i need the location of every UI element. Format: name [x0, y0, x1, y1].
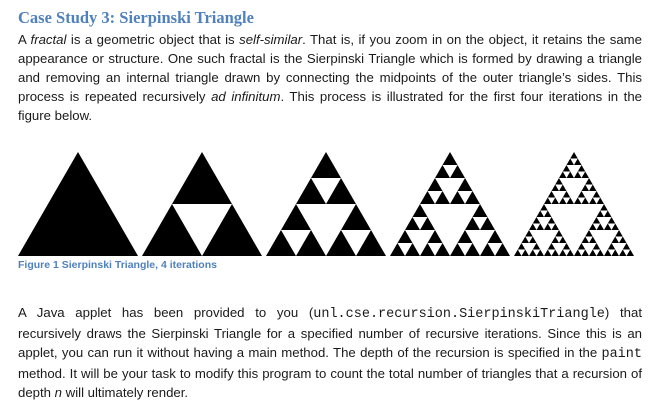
filled-triangle [428, 230, 443, 243]
filled-triangle [593, 243, 601, 250]
filled-triangle [529, 250, 537, 257]
code-class-name: unl.cse.recursion.SierpinskiTriangle [313, 307, 605, 322]
section-heading: Case Study 3: Sierpinski Triangle [18, 8, 254, 27]
filled-triangle [552, 198, 560, 205]
text-run: A Java applet has been provided to you ( [18, 305, 314, 320]
text-run: . This process is illustrated for the first four iterations in the figure below. [18, 89, 643, 123]
filled-triangle [600, 204, 608, 211]
filled-triangle [420, 217, 435, 230]
filled-triangle [597, 198, 605, 205]
sierpinski-iteration-3 [390, 152, 510, 256]
filled-triangle [518, 243, 526, 250]
filled-triangle [574, 250, 582, 257]
filled-triangle [341, 204, 371, 230]
filled-triangle [623, 243, 631, 250]
filled-triangle [458, 178, 473, 191]
filled-triangle [420, 191, 435, 204]
filled-triangle [589, 224, 597, 231]
intro-paragraph [18, 30, 642, 125]
filled-triangle [582, 237, 590, 244]
filled-triangle [488, 230, 503, 243]
filled-triangle [582, 172, 590, 179]
filled-triangle [465, 191, 480, 204]
filled-triangle [578, 191, 586, 198]
sierpinski-iteration-0 [18, 152, 138, 256]
filled-triangle [559, 172, 567, 179]
emphasis-self-similar: self-similar [239, 32, 303, 47]
filled-triangle [465, 243, 480, 256]
filled-triangle [608, 243, 616, 250]
filled-triangle [326, 230, 356, 256]
filled-triangle [589, 185, 597, 192]
text-run: ) that recursively draws the Sierpinski Triangle for a specified number of recursive iterations. Since this is an applet, you can run it without having a main method. The depth of the recursion is specified in the [18, 305, 642, 360]
document-page [18, 8, 642, 125]
applet-paragraph-wrap [18, 303, 642, 402]
filled-triangle [552, 185, 560, 192]
filled-triangle [405, 243, 420, 256]
filled-triangle [522, 250, 530, 257]
text-run: will ultimately render. [62, 385, 189, 400]
filled-triangle [142, 204, 202, 256]
filled-triangle [627, 250, 635, 257]
filled-triangle [589, 237, 597, 244]
filled-triangle [552, 224, 560, 231]
filled-triangle [619, 237, 627, 244]
filled-triangle [311, 152, 341, 178]
filled-triangle [578, 165, 586, 172]
filled-triangle [582, 185, 590, 192]
filled-triangle [522, 237, 530, 244]
filled-triangle [574, 172, 582, 179]
filled-triangle [544, 224, 552, 231]
filled-triangle [548, 217, 556, 224]
filled-triangle [525, 230, 533, 237]
filled-triangle [413, 204, 428, 217]
filled-triangle [540, 204, 548, 211]
emphasis-fractal: fractal [30, 32, 67, 47]
filled-triangle [589, 250, 597, 257]
filled-triangle [544, 211, 552, 218]
filled-triangle [296, 230, 326, 256]
filled-triangle [574, 198, 582, 205]
filled-triangle [559, 237, 567, 244]
filled-triangle [615, 230, 623, 237]
text-run: A [18, 32, 31, 47]
filled-triangle [172, 152, 232, 204]
filled-triangle [450, 191, 465, 204]
filled-triangle [585, 230, 593, 237]
filled-triangle [563, 243, 571, 250]
sierpinski-iteration-4 [514, 152, 634, 256]
filled-triangle [428, 178, 443, 191]
filled-triangle [567, 172, 575, 179]
text-run: method. It will be your task to modify this program to count the total number of triangles that a recursion of depth [18, 366, 642, 400]
filled-triangle [398, 230, 413, 243]
sierpinski-iteration-2 [266, 152, 386, 256]
filled-triangle [544, 250, 552, 257]
filled-triangle [585, 178, 593, 185]
filled-triangle [612, 237, 620, 244]
filled-triangle [435, 191, 450, 204]
filled-triangle [266, 230, 296, 256]
filled-triangle [533, 217, 541, 224]
filled-triangle [593, 217, 601, 224]
filled-triangle [567, 198, 575, 205]
filled-triangle [473, 204, 488, 217]
filled-triangle [435, 165, 450, 178]
filled-triangle [563, 165, 571, 172]
filled-triangle [612, 224, 620, 231]
sierpinski-figure [18, 152, 634, 256]
sierpinski-iteration-1 [142, 152, 262, 256]
filled-triangle [390, 243, 405, 256]
filled-triangle [296, 178, 326, 204]
filled-triangle [514, 250, 522, 257]
filled-triangle [450, 243, 465, 256]
filled-triangle [604, 211, 612, 218]
filled-triangle [458, 230, 473, 243]
filled-triangle [537, 224, 545, 231]
filled-triangle [281, 204, 311, 230]
filled-triangle [608, 217, 616, 224]
filled-triangle [563, 191, 571, 198]
filled-triangle [480, 243, 495, 256]
filled-triangle [578, 243, 586, 250]
filled-triangle [529, 224, 537, 231]
filled-triangle [544, 198, 552, 205]
filled-triangle [555, 178, 563, 185]
filled-triangle [582, 198, 590, 205]
filled-triangle [597, 211, 605, 218]
filled-triangle [559, 250, 567, 257]
filled-triangle [537, 211, 545, 218]
filled-triangle [405, 217, 420, 230]
filled-triangle [582, 250, 590, 257]
filled-triangle [559, 198, 567, 205]
filled-triangle [552, 250, 560, 257]
filled-triangle [548, 243, 556, 250]
filled-triangle [548, 191, 556, 198]
filled-triangle [533, 243, 541, 250]
filled-triangle [435, 243, 450, 256]
filled-triangle [597, 250, 605, 257]
code-method-name: paint [601, 347, 642, 362]
filled-triangle [567, 159, 575, 166]
filled-triangle [356, 230, 386, 256]
filled-triangle [326, 178, 356, 204]
filled-triangle [593, 191, 601, 198]
text-run: . That is, if you zoom in on the object, it retains the same appearance or structure. One such fractal is the Sierpinski Triangle which is formed by drawing a triangle and removing an internal triangle drawn by connecting the midpoints of the outer triangle’s sides. This process is repeated recursively [18, 32, 642, 104]
filled-triangle [604, 224, 612, 231]
filled-triangle [480, 217, 495, 230]
filled-triangle [555, 230, 563, 237]
filled-triangle [552, 237, 560, 244]
filled-triangle [619, 250, 627, 257]
filled-triangle [612, 250, 620, 257]
figure-caption: Figure 1 Sierpinski Triangle, 4 iterations [18, 259, 217, 271]
filled-triangle [589, 198, 597, 205]
applet-paragraph [18, 303, 642, 402]
text-run: is a geometric object that is [66, 32, 240, 47]
filled-triangle [570, 152, 578, 159]
filled-triangle [567, 250, 575, 257]
filled-triangle [450, 165, 465, 178]
sierpinski-svg [18, 152, 634, 256]
filled-triangle [465, 217, 480, 230]
filled-triangle [597, 224, 605, 231]
filled-triangle [529, 237, 537, 244]
filled-triangle [559, 185, 567, 192]
filled-triangle [18, 152, 138, 256]
filled-triangle [443, 152, 458, 165]
filled-triangle [420, 243, 435, 256]
filled-triangle [495, 243, 510, 256]
filled-triangle [202, 204, 262, 256]
filled-triangle [604, 250, 612, 257]
emphasis-ad-infinitum: ad infinitum [211, 89, 281, 104]
filled-triangle [574, 159, 582, 166]
filled-triangle [537, 250, 545, 257]
emphasis-n: n [54, 385, 63, 400]
